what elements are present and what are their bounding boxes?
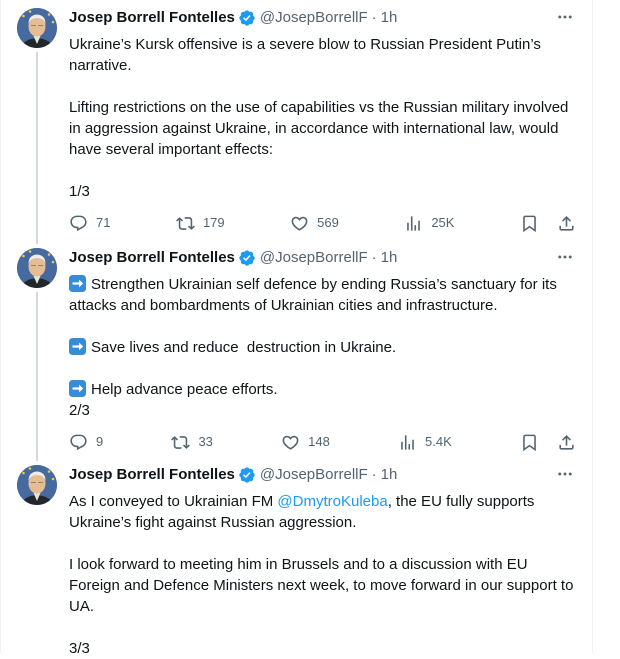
more-dots-icon [556,465,574,483]
reply-count: 71 [96,215,111,230]
profile-photo [17,465,57,505]
author-handle[interactable]: @JosepBorrellF [259,249,368,266]
share-upload-icon [557,214,576,233]
heart-icon [281,433,300,452]
views-button[interactable] [398,433,452,452]
repost-arrows-icon [171,433,190,452]
like-button[interactable] [281,433,330,452]
separator-dot: · [371,466,377,483]
tweet-text: Lifting restrictions on the use of capabilities vs the Russian military involved in aggression against Ukraine, in accordance with international law, would have several important effects: [69,99,573,158]
more-button[interactable] [554,8,576,28]
bookmark-icon [520,214,539,233]
more-dots-icon [556,248,574,266]
like-count: 148 [308,434,330,449]
reply-button[interactable] [69,433,103,452]
more-button[interactable] [554,465,576,485]
arrow-right-emoji [69,275,86,292]
arrow-right-emoji [69,380,86,397]
avatar[interactable] [17,465,57,505]
repost-arrows-icon [176,214,195,233]
thread-page-number: 2/3 [69,402,90,419]
timestamp[interactable]: 1h [380,466,398,483]
tweet-body [69,274,576,421]
timestamp[interactable]: 1h [380,9,398,26]
arrow-right-emoji [69,338,86,355]
profile-photo [17,248,57,288]
thread-page-number: 1/3 [69,183,90,200]
bookmark-icon [520,433,539,452]
tweet-text: As I conveyed to Ukrainian FM @DmytroKuleba, the EU fully supports Ukraine’s fight against Russian aggression. [69,493,539,531]
reply-button[interactable] [69,214,110,233]
verified-badge-icon [238,466,256,484]
more-dots-icon [556,8,574,26]
repost-button[interactable] [171,433,212,452]
tweet-text: I look forward to meeting him in Brussels and to a discussion with EU Foreign and Defence Ministers next week, to move forward in our support to UA. [69,556,578,615]
tweet-text: Save lives and reduce destruction in Ukraine. [69,337,576,358]
separator-dot: · [371,249,377,266]
thread-page-number: 3/3 [69,640,90,657]
action-bar [69,210,576,236]
thread-connector-line [36,52,38,240]
separator-dot: · [371,9,377,26]
thread-connector-line [36,240,38,244]
mention-link[interactable]: @DmytroKuleba [277,493,388,510]
tweet[interactable] [1,457,592,657]
tweet-header [69,248,576,268]
verified-badge-icon [238,249,256,267]
tweet-body [69,491,576,659]
share-button[interactable] [557,433,576,452]
thread-connector-line [36,292,38,457]
more-button[interactable] [554,248,576,268]
tweet-text: Ukraine’s Kursk offensive is a severe blow to Russian President Putin’s narrative. [69,36,546,74]
bookmark-button[interactable] [520,433,539,452]
avatar[interactable] [17,248,57,288]
tweet-text: Help advance peace efforts. [69,379,576,400]
tweet-text: Strengthen Ukrainian self defence by ending Russia’s sanctuary for its attacks and bombardments of Ukrainian cities and infrastructure. [69,276,561,314]
heart-icon [290,214,309,233]
tweet-header [69,8,576,28]
reply-count: 9 [96,434,104,449]
author-handle[interactable]: @JosepBorrellF [259,9,368,26]
author-name[interactable]: Josep Borrell Fontelles [69,249,235,266]
repost-button[interactable] [176,214,225,233]
tweet-header [69,465,576,485]
share-button[interactable] [557,214,576,233]
repost-count: 179 [202,215,225,230]
timestamp[interactable]: 1h [380,249,398,266]
tweet[interactable] [1,0,592,240]
author-handle[interactable]: @JosepBorrellF [259,466,368,483]
bar-chart-icon [404,214,423,233]
tweet[interactable] [1,240,592,457]
profile-photo [17,8,57,48]
bookmark-button[interactable] [520,214,539,233]
verified-badge-icon [238,9,256,27]
avatar[interactable] [17,8,57,48]
action-bar [69,429,576,455]
reply-bubble-icon [69,433,88,452]
author-name[interactable]: Josep Borrell Fontelles [69,466,235,483]
tweet-body [69,34,576,202]
reply-bubble-icon [69,214,88,233]
views-button[interactable] [404,214,454,233]
bar-chart-icon [398,433,417,452]
like-count: 569 [317,215,339,230]
share-upload-icon [557,433,576,452]
view-count: 5.4K [425,434,452,449]
like-button[interactable] [290,214,339,233]
thread-connector-line [36,457,38,461]
author-name[interactable]: Josep Borrell Fontelles [69,9,235,26]
view-count: 25K [431,215,455,230]
repost-count: 33 [198,434,213,449]
